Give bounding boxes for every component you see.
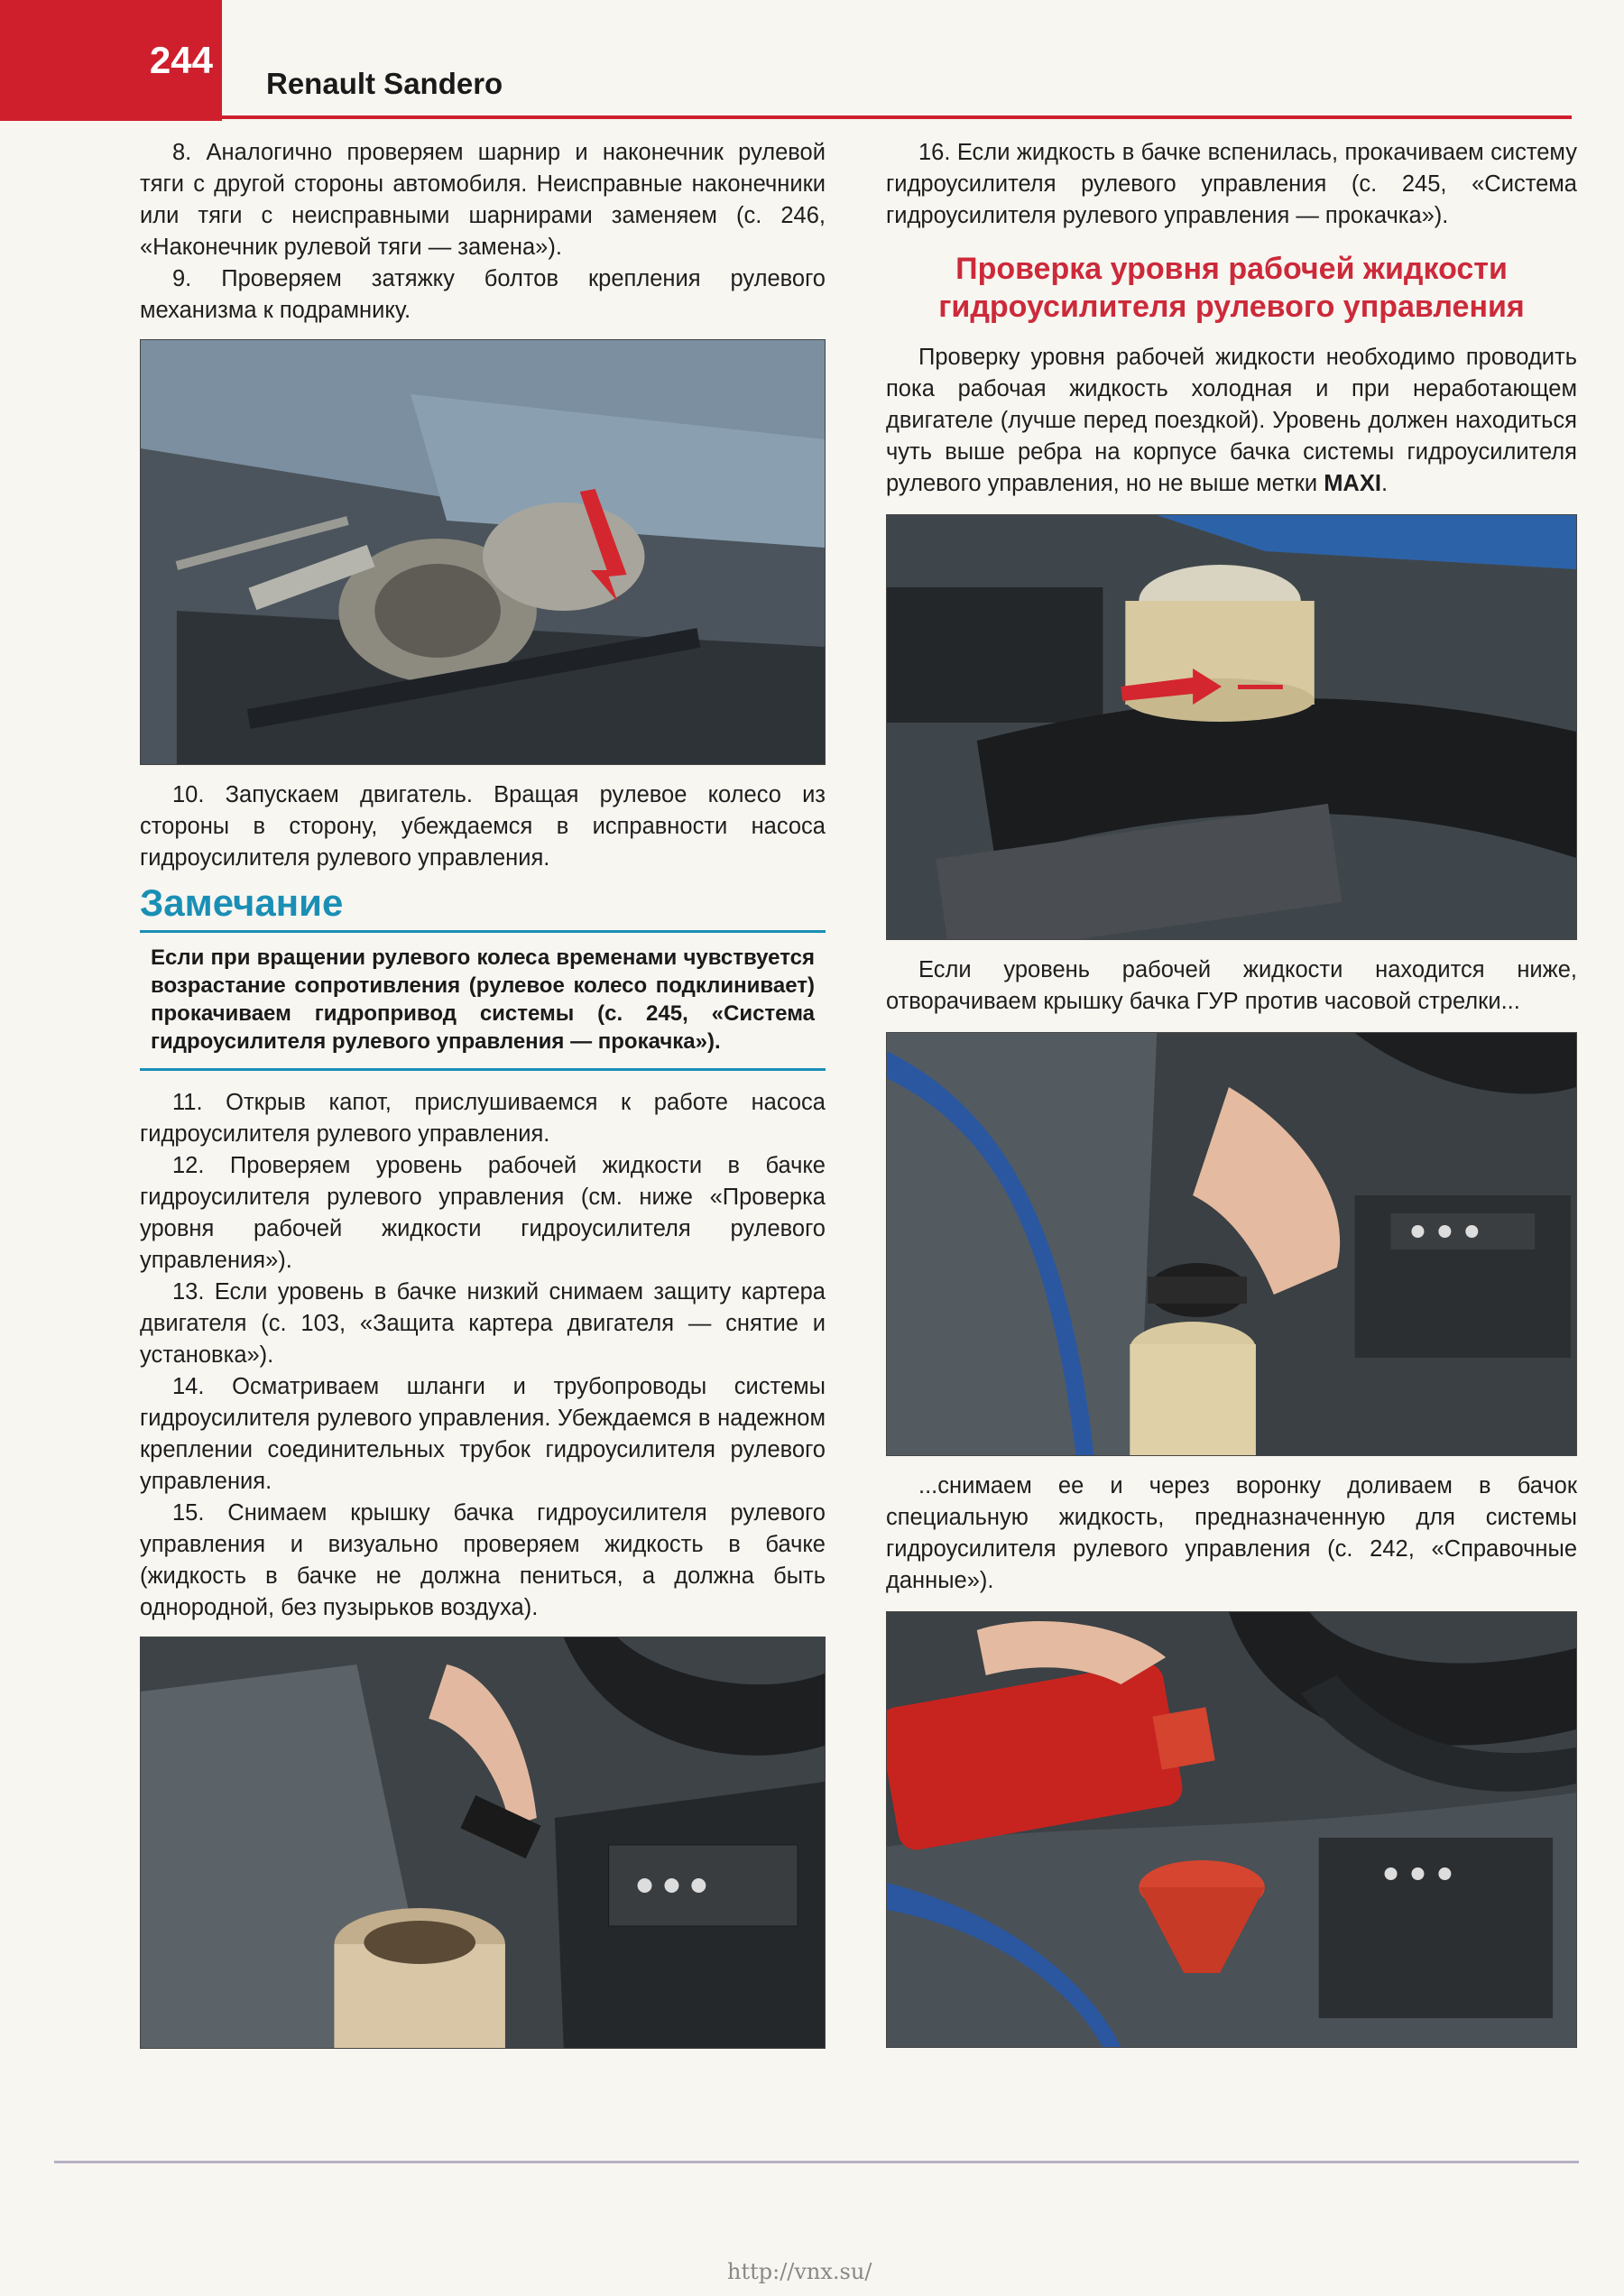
- section-title: Проверка уровня рабочей жидкости гидроусилителя рулевого управления: [938, 252, 1525, 324]
- photo-reservoir-cap-removed: [140, 1637, 826, 2049]
- caption-top-up: ...снимаем ее и через воронку доливаем в бачок специальную жидкость, предназначенную для системы гидроусилителя рулевого управления (с. 242, «Справочные данные»).: [886, 1473, 1577, 1593]
- bottom-rule: [54, 2161, 1579, 2163]
- step-12: 12. Проверяем уровень рабочей жидкости в бачке гидроусилителя рулевого управления (см. ниже «Проверка уровня рабочей жидкости гидроусилителя рулевого управления»).: [140, 1153, 826, 1273]
- step-14: 14. Осматриваем шланги и трубопроводы системы гидроусилителя рулевого управления. Убеждаемся в надежном креплении соединительных трубок гидроусилителя рулевого управления.: [140, 1374, 826, 1494]
- photo-unscrew-cap: [886, 1032, 1577, 1456]
- section-intro: [886, 342, 1577, 500]
- left-column: [140, 137, 826, 2049]
- note-text: Если при вращении рулевого колеса временами чувствуется возрастание сопротивления (рулевое колесо подклинивает) прокачиваем гидропривод системы (с. 245, «Система гидроусилителя рулевого управления — прокачка»).: [151, 945, 815, 1054]
- step-13: 13. Если уровень в бачке низкий снимаем защиту картера двигателя (с. 103, «Защита картера двигателя — снятие и установка»).: [140, 1279, 826, 1368]
- step-11: 11. Открыв капот, прислушиваемся к работе насоса гидроусилителя рулевого управления.: [140, 1090, 826, 1147]
- book-title: Renault Sandero: [266, 67, 503, 100]
- right-column: [886, 137, 1577, 2048]
- footer-url: http://vnx.su/: [727, 2259, 872, 2284]
- intro-end: .: [1380, 471, 1389, 496]
- photo-fluid-level: [886, 514, 1577, 940]
- step-10: 10. Запускаем двигатель. Вращая рулевое колесо из стороны в сторону, убеждаемся в исправности насоса гидроусилителя рулевого управления.: [140, 782, 826, 871]
- step-16: 16. Если жидкость в бачке вспенилась, прокачиваем систему гидроусилителя рулевого управления (с. 245, «Система гидроусилителя рулевого управления — прокачка»).: [886, 140, 1577, 228]
- note-title: Замечание: [140, 881, 344, 924]
- photo-steering-rack: [140, 339, 826, 765]
- intro-text: Проверку уровня рабочей жидкости необходимо проводить пока рабочая жидкость холодная и при неработающем двигателе (лучше перед поездкой). Уровень должен находиться чуть выше ребра на корпусе бачка системы гидроусилителя рулевого управления, но не выше метки: [886, 345, 1577, 496]
- step-9: 9. Проверяем затяжку болтов крепления рулевого механизма к подрамнику.: [140, 266, 826, 323]
- step-15: 15. Снимаем крышку бачка гидроусилителя рулевого управления и визуально проверяем жидкость в бачке (жидкость в бачке не должна пениться, а должна быть однородной, без пузырьков воздуха).: [140, 1500, 826, 1620]
- page-number: 244: [0, 0, 222, 121]
- caption-unscrew-cap: Если уровень рабочей жидкости находится ниже, отворачиваем крышку бачка ГУР против часовой стрелки...: [886, 957, 1577, 1014]
- photo-top-up-funnel: [886, 1611, 1577, 2048]
- header-rule: [222, 115, 1572, 119]
- step-8: 8. Аналогично проверяем шарнир и наконечник рулевой тяги с другой стороны автомобиля. Неисправные наконечники или тяги с неисправными шарнирами заменяем (с. 246, «Наконечник рулевой тяги — замена»).: [140, 140, 826, 260]
- maxi-mark: MAXI: [1324, 471, 1381, 496]
